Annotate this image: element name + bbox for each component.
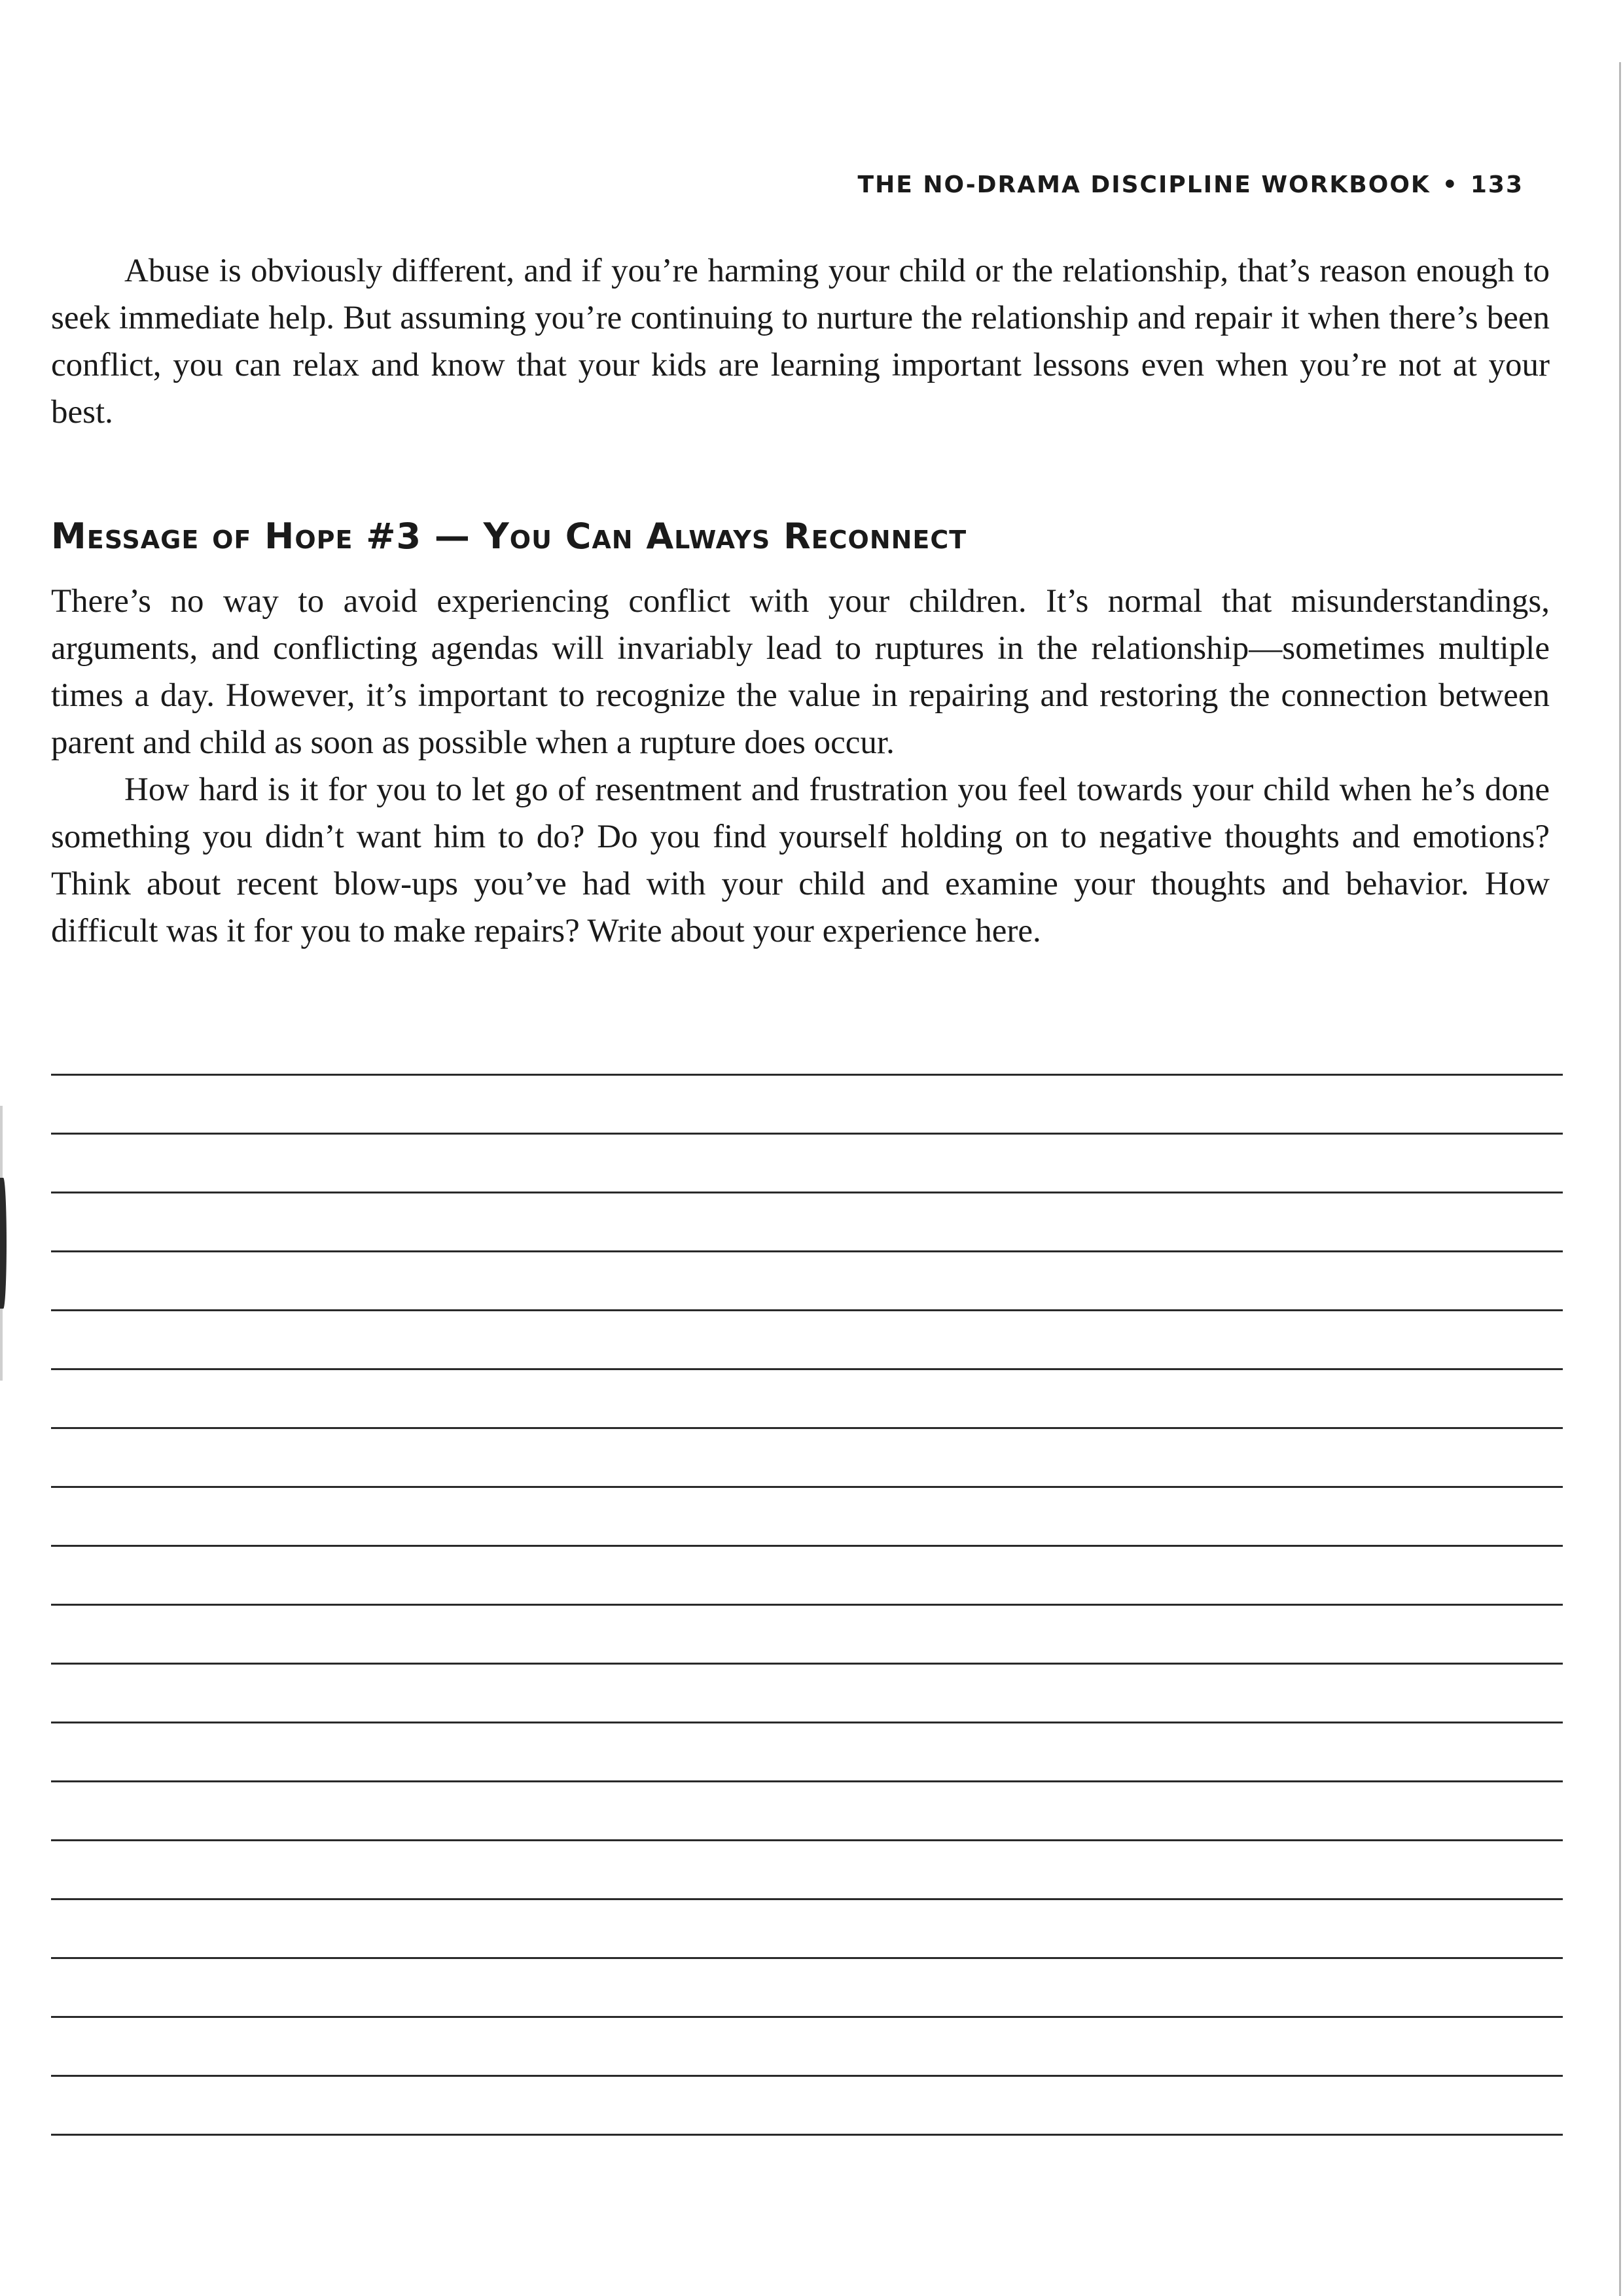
binding-mark bbox=[0, 1178, 7, 1309]
writing-line[interactable] bbox=[51, 1782, 1563, 1841]
paragraph-abuse bbox=[51, 247, 1550, 436]
section-heading: Message of Hope #3 — You Can Always Reconnect bbox=[51, 516, 967, 557]
writing-line[interactable] bbox=[51, 1252, 1563, 1311]
paragraph-conflict: There’s no way to avoid experiencing conflict with your children. It’s normal that misunderstandings, arguments, and conflicting agendas will invariably lead to ruptures in the relationship—sometimes multiple times a day. However, it’s important to recognize the value in repairing and restoring the connection between parent and child as soon as possible when a rupture does occur. bbox=[51, 583, 1550, 761]
writing-line[interactable] bbox=[51, 1135, 1563, 1193]
writing-lines[interactable] bbox=[51, 1017, 1563, 2136]
book-title: THE NO-DRAMA DISCIPLINE WORKBOOK bbox=[857, 171, 1431, 198]
writing-line[interactable] bbox=[51, 2077, 1563, 2136]
writing-line[interactable] bbox=[51, 1900, 1563, 1959]
page-edge bbox=[1619, 62, 1621, 2296]
writing-line[interactable] bbox=[51, 1017, 1563, 1076]
header-separator: • bbox=[1442, 171, 1459, 198]
section-body bbox=[51, 578, 1550, 955]
writing-line[interactable] bbox=[51, 1547, 1563, 1606]
writing-line[interactable] bbox=[51, 1665, 1563, 1723]
writing-line[interactable] bbox=[51, 1311, 1563, 1370]
writing-line[interactable] bbox=[51, 1841, 1563, 1900]
writing-line[interactable] bbox=[51, 1193, 1563, 1252]
writing-line[interactable] bbox=[51, 1488, 1563, 1547]
writing-line[interactable] bbox=[51, 1606, 1563, 1665]
page-number: 133 bbox=[1470, 171, 1524, 198]
writing-line[interactable] bbox=[51, 1959, 1563, 2018]
writing-line[interactable] bbox=[51, 1723, 1563, 1782]
writing-line[interactable] bbox=[51, 1370, 1563, 1429]
writing-line[interactable] bbox=[51, 1429, 1563, 1488]
paragraph-prompt: How hard is it for you to let go of resentment and frustration you feel towards your child when he’s done something you didn’t want him to do? Do you find yourself holding on to negative thoughts and emotions? Think about recent blow-ups you’ve had with your child and examine your thoughts and behavior. How difficult was it for you to make repairs? Write about your experience here. bbox=[51, 771, 1550, 949]
running-header bbox=[858, 171, 1524, 198]
writing-line[interactable] bbox=[51, 2018, 1563, 2077]
paragraph-text: Abuse is obviously different, and if you’re harming your child or the relationship, that’s reason enough to seek immediate help. But assuming you’re continuing to nurture the relationship and repair it when there’s been conflict, you can relax and know that your kids are learning important lessons even when you’re not at your best. bbox=[51, 253, 1550, 431]
writing-line[interactable] bbox=[51, 1076, 1563, 1135]
